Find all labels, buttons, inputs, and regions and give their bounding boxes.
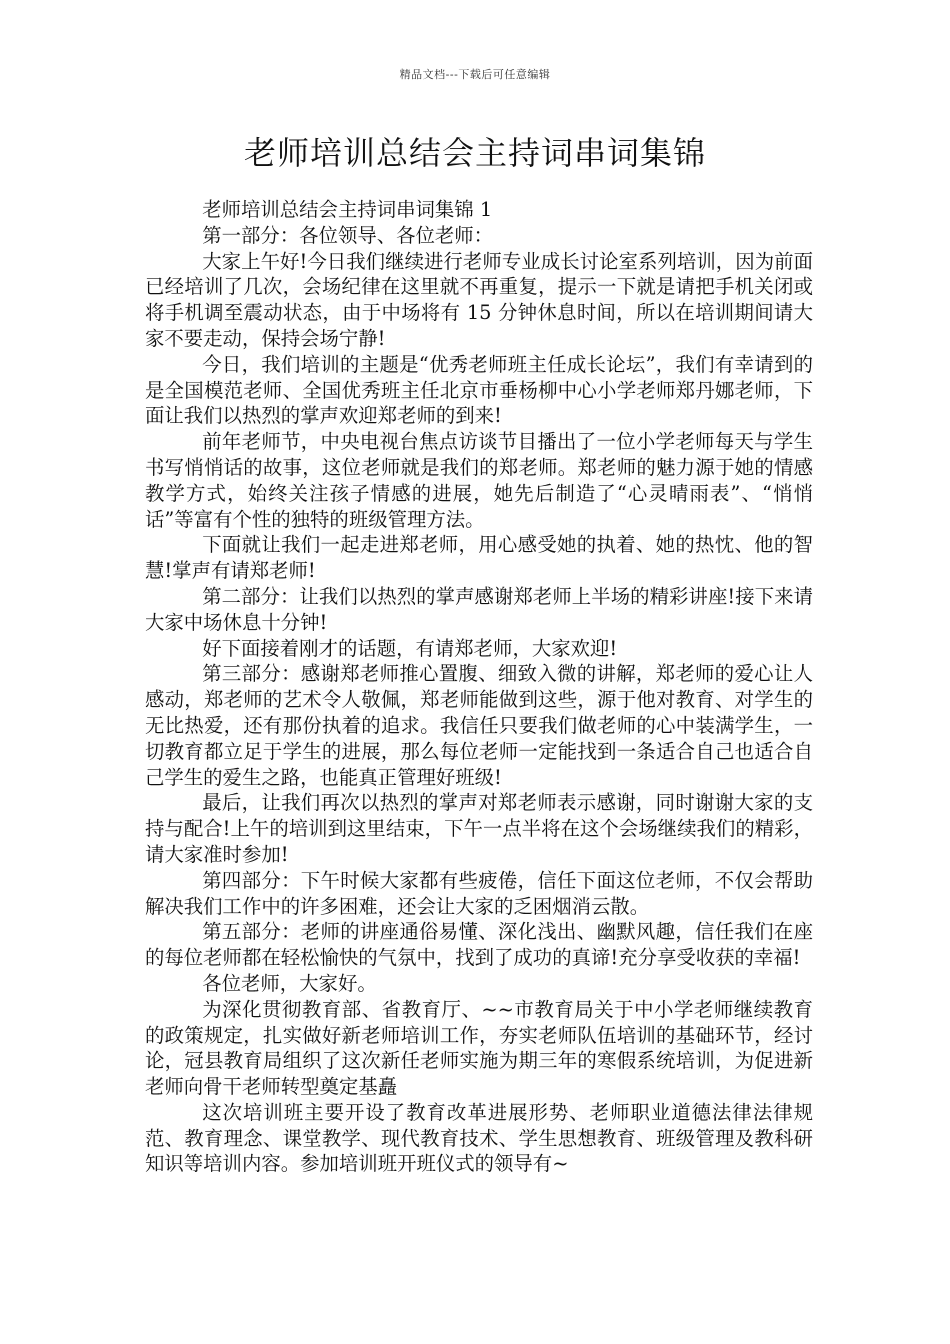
paragraph: 第五部分：老师的讲座通俗易懂、深化浅出、幽默风趣，信任我们在座的每位老师都在轻松愉快的气氛中，找到了成功的真谛!充分享受收获的幸福! <box>145 920 813 970</box>
document-title: 老师培训总结会主持词串词集锦 <box>243 134 706 172</box>
paragraph: 好下面接着刚才的话题，有请郑老师，大家欢迎! <box>202 636 618 660</box>
paragraph: 各位老师，大家好。 <box>202 971 377 995</box>
paragraph: 下面就让我们一起走进郑老师，用心感受她的执着、她的热忱、他的智慧!掌声有请郑老师! <box>145 533 813 583</box>
paragraph: 第一部分：各位领导、各位老师： <box>202 223 494 247</box>
paragraph: 今日，我们培训的主题是“优秀老师班主任成长论坛”，我们有幸请到的是全国模范老师、全国优秀班主任北京市垂杨柳中心小学老师郑丹娜老师，下面让我们以热烈的掌声欢迎郑老师的到来! <box>145 352 813 428</box>
header-note: 精品文档---下载后可任意编辑 <box>399 68 551 81</box>
paragraph: 最后，让我们再次以热烈的掌声对郑老师表示感谢，同时谢谢大家的支持与配合!上午的培训到这里结束，下午一点半将在这个会场继续我们的精彩，请大家准时参加! <box>145 791 813 866</box>
document-body <box>145 197 813 1177</box>
paragraph: 第二部分：让我们以热烈的掌声感谢郑老师上半场的精彩讲座!接下来请大家中场休息十分钟! <box>145 584 813 634</box>
paragraph: 第三部分：感谢郑老师推心置腹、细致入微的讲解，郑老师的爱心让人感动，郑老师的艺术令人敬佩，郑老师能做到这些，源于他对教育、对学生的无比热爱，还有那份执着的追求。我信任只要我们做老师的心中装满学生，一切教育都立足于学生的进展，那么每位老师一定能找到一条适合自己也适合自己学生的爱生之路，也能真正管理好班级! <box>145 662 813 789</box>
paragraph: 第四部分：下午时候大家都有些疲倦，信任下面这位老师，不仅会帮助解决我们工作中的许多困难，还会让大家的乏困烟消云散。 <box>145 868 813 918</box>
paragraph: 这次培训班主要开设了教育改革进展形势、老师职业道德法律法律规范、教育理念、课堂教学、现代教育技术、学生思想教育、班级管理及教科研知识等培训内容。参加培训班开班仪式的领导有~ <box>145 1100 813 1176</box>
paragraph: 前年老师节，中央电视台焦点访谈节目播出了一位小学老师每天与学生书写悄悄话的故事，这位老师就是我们的郑老师。郑老师的魅力源于她的情感教学方式，始终关注孩子情感的进展，她先后制造了“心灵晴雨表”、“悄悄话”等富有个性的独特的班级管理方法。 <box>145 430 813 531</box>
paragraph: 大家上午好!今日我们继续进行老师专业成长讨论室系列培训，因为前面已经培训了几次，会场纪律在这里就不再重复，提示一下就是请把手机关闭或将手机调至震动状态，由于中场将有 15 分钟休息时间，所以在培训期间请大家不要走动，保持会场宁静! <box>145 249 813 350</box>
paragraph: 为深化贯彻教育部、省教育厅、~~市教育局关于中小学老师继续教育的政策规定，扎实做好新老师培训工作，夯实老师队伍培训的基础环节，经讨论，冠县教育局组织了这次新任老师实施为期三年的寒假系统培训，为促进新老师向骨干老师转型奠定基矗 <box>145 997 813 1099</box>
paragraph: 老师培训总结会主持词串词集锦 1 <box>202 198 493 221</box>
